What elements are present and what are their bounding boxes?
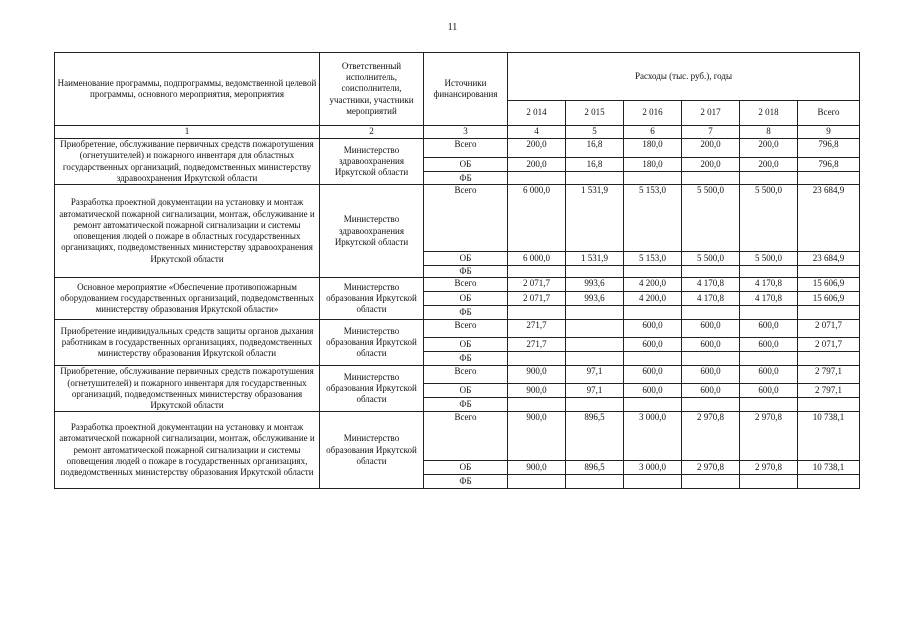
- year-value: [682, 306, 740, 320]
- total-value: 15 606,9: [798, 278, 860, 292]
- total-value: [798, 398, 860, 412]
- year-value: 5 500,0: [740, 185, 798, 252]
- header-total: Всего: [798, 101, 860, 126]
- executor: Министерство здравоохранения Иркутской области: [320, 139, 424, 185]
- total-value: 10 738,1: [798, 412, 860, 461]
- funding-source: ФБ: [424, 306, 508, 320]
- year-value: [566, 475, 624, 489]
- year-value: 5 153,0: [624, 185, 682, 252]
- funding-source: ОБ: [424, 157, 508, 172]
- funding-source: Всего: [424, 278, 508, 292]
- funding-source: ОБ: [424, 461, 508, 475]
- year-value: [740, 475, 798, 489]
- total-value: 2 071,7: [798, 320, 860, 338]
- year-value: [682, 266, 740, 278]
- header-expenses: Расходы (тыс. руб.), годы: [508, 53, 860, 101]
- year-value: 900,0: [508, 366, 566, 384]
- year-value: 200,0: [508, 157, 566, 172]
- year-value: 2 071,7: [508, 278, 566, 292]
- header-year: 2 015: [566, 101, 624, 126]
- year-value: [566, 352, 624, 366]
- year-value: [624, 266, 682, 278]
- year-value: 5 153,0: [624, 252, 682, 266]
- program-name: Разработка проектной документации на установку и монтаж автоматической пожарной сигнализации, монтаж, обслуживание и ремонт автоматической пожарной сигнализации и системы оповещения людей о пожаре в государственных организациях, подведомственных министерству образования Иркутской области: [55, 412, 320, 489]
- year-value: [624, 172, 682, 185]
- header-name: Наименование программы, подпрограммы, ведомственной целевой программы, основного мероприятия, мероприятия: [55, 53, 320, 126]
- year-value: 4 170,8: [740, 292, 798, 306]
- total-value: 2 797,1: [798, 366, 860, 384]
- year-value: 896,5: [566, 412, 624, 461]
- year-value: 200,0: [682, 139, 740, 158]
- column-number: 4: [508, 126, 566, 139]
- funding-source: ФБ: [424, 398, 508, 412]
- total-value: 10 738,1: [798, 461, 860, 475]
- column-number: 8: [740, 126, 798, 139]
- column-number: 7: [682, 126, 740, 139]
- header-year: 2 014: [508, 101, 566, 126]
- year-value: [682, 398, 740, 412]
- year-value: 6 000,0: [508, 252, 566, 266]
- year-value: [624, 475, 682, 489]
- executor: Министерство образования Иркутской области: [320, 278, 424, 320]
- year-value: 600,0: [624, 320, 682, 338]
- program-name: Приобретение, обслуживание первичных средств пожаротушения (огнетушителей) и пожарного инвентаря для государственных организаций, подведомственных министерству образования Иркутской области: [55, 366, 320, 412]
- year-value: 993,6: [566, 292, 624, 306]
- budget-table: [54, 52, 860, 489]
- year-value: 2 970,8: [682, 412, 740, 461]
- table-row: [55, 185, 860, 252]
- year-value: 600,0: [682, 320, 740, 338]
- year-value: 993,6: [566, 278, 624, 292]
- year-value: 271,7: [508, 338, 566, 352]
- year-value: [508, 398, 566, 412]
- header-sources: Источники финансирования: [424, 53, 508, 126]
- program-name: Разработка проектной документации на установку и монтаж автоматической пожарной сигнализации, монтаж, обслуживание и ремонт автоматической пожарной сигнализации и системы оповещения людей о пожаре в областных государственных организациях, подведомственных министерству здравоохранения Иркутской области: [55, 185, 320, 278]
- total-value: 2 797,1: [798, 384, 860, 398]
- year-value: 600,0: [740, 338, 798, 352]
- year-value: 180,0: [624, 157, 682, 172]
- year-value: 900,0: [508, 461, 566, 475]
- year-value: 600,0: [624, 366, 682, 384]
- year-value: [566, 266, 624, 278]
- funding-source: Всего: [424, 412, 508, 461]
- executor: Министерство образования Иркутской области: [320, 412, 424, 489]
- total-value: [798, 266, 860, 278]
- year-value: 600,0: [624, 338, 682, 352]
- year-value: 4 170,8: [682, 278, 740, 292]
- funding-source: Всего: [424, 366, 508, 384]
- year-value: [624, 398, 682, 412]
- total-value: 15 606,9: [798, 292, 860, 306]
- year-value: 600,0: [624, 384, 682, 398]
- year-value: 600,0: [740, 320, 798, 338]
- column-number: 2: [320, 126, 424, 139]
- column-number: 5: [566, 126, 624, 139]
- year-value: [566, 320, 624, 338]
- year-value: 3 000,0: [624, 461, 682, 475]
- total-value: 23 684,9: [798, 252, 860, 266]
- year-value: [682, 352, 740, 366]
- year-value: [740, 398, 798, 412]
- total-value: 23 684,9: [798, 185, 860, 252]
- funding-source: ФБ: [424, 352, 508, 366]
- year-value: [740, 352, 798, 366]
- year-value: [740, 266, 798, 278]
- year-value: 1 531,9: [566, 185, 624, 252]
- year-value: [682, 172, 740, 185]
- year-value: 200,0: [740, 139, 798, 158]
- year-value: 600,0: [682, 384, 740, 398]
- page-number: 11: [447, 22, 458, 33]
- table-row: [55, 412, 860, 461]
- year-value: 600,0: [682, 338, 740, 352]
- year-value: 200,0: [682, 157, 740, 172]
- header-executor: Ответственный исполнитель, соисполнители, участники, участники мероприятий: [320, 53, 424, 126]
- executor: Министерство образования Иркутской области: [320, 320, 424, 366]
- funding-source: ОБ: [424, 338, 508, 352]
- year-value: 4 170,8: [682, 292, 740, 306]
- year-value: 2 970,8: [740, 461, 798, 475]
- year-value: 896,5: [566, 461, 624, 475]
- year-value: 5 500,0: [740, 252, 798, 266]
- year-value: 1 531,9: [566, 252, 624, 266]
- year-value: 2 970,8: [740, 412, 798, 461]
- year-value: [508, 475, 566, 489]
- year-value: 4 200,0: [624, 278, 682, 292]
- year-value: 97,1: [566, 384, 624, 398]
- year-value: 16,8: [566, 157, 624, 172]
- executor: Министерство здравоохранения Иркутской области: [320, 185, 424, 278]
- year-value: [740, 172, 798, 185]
- year-value: 600,0: [682, 366, 740, 384]
- total-value: [798, 172, 860, 185]
- year-value: [566, 306, 624, 320]
- total-value: 2 071,7: [798, 338, 860, 352]
- year-value: 4 200,0: [624, 292, 682, 306]
- header-year: 2 016: [624, 101, 682, 126]
- program-name: Приобретение, обслуживание первичных средств пожаротушения (огнетушителей) и пожарного инвентаря для областных государственных организаций, подведомственных министерству здравоохранения Иркутской области: [55, 139, 320, 185]
- year-value: [566, 338, 624, 352]
- year-value: [740, 306, 798, 320]
- column-number: 3: [424, 126, 508, 139]
- year-value: 900,0: [508, 412, 566, 461]
- funding-source: ФБ: [424, 172, 508, 185]
- year-value: [566, 172, 624, 185]
- total-value: [798, 475, 860, 489]
- year-value: 900,0: [508, 384, 566, 398]
- funding-source: Всего: [424, 139, 508, 158]
- year-value: 200,0: [508, 139, 566, 158]
- column-number: 1: [55, 126, 320, 139]
- year-value: 2 071,7: [508, 292, 566, 306]
- column-number: 9: [798, 126, 860, 139]
- funding-source: ФБ: [424, 475, 508, 489]
- year-value: [682, 475, 740, 489]
- table-row: [55, 320, 860, 338]
- year-value: [508, 352, 566, 366]
- year-value: 180,0: [624, 139, 682, 158]
- funding-source: Всего: [424, 185, 508, 252]
- year-value: 4 170,8: [740, 278, 798, 292]
- table-row: [55, 278, 860, 292]
- year-value: [624, 306, 682, 320]
- total-value: 796,8: [798, 139, 860, 158]
- funding-source: Всего: [424, 320, 508, 338]
- program-name: Основное мероприятие «Обеспечение противопожарным оборудованием государственных организаций, подведомственных министерству образования Иркутской области»: [55, 278, 320, 320]
- year-value: 3 000,0: [624, 412, 682, 461]
- year-value: [508, 306, 566, 320]
- funding-source: ФБ: [424, 266, 508, 278]
- year-value: 5 500,0: [682, 252, 740, 266]
- header-year: 2 018: [740, 101, 798, 126]
- year-value: [566, 398, 624, 412]
- funding-source: ОБ: [424, 292, 508, 306]
- table-row: [55, 139, 860, 158]
- total-value: [798, 352, 860, 366]
- year-value: [508, 266, 566, 278]
- total-value: 796,8: [798, 157, 860, 172]
- year-value: 271,7: [508, 320, 566, 338]
- executor: Министерство образования Иркутской области: [320, 366, 424, 412]
- year-value: [624, 352, 682, 366]
- column-number: 6: [624, 126, 682, 139]
- funding-source: ОБ: [424, 384, 508, 398]
- year-value: 2 970,8: [682, 461, 740, 475]
- year-value: [508, 172, 566, 185]
- program-name: Приобретение индивидуальных средств защиты органов дыхания работникам в государственных организациях, подведомственных министерству образования Иркутской области: [55, 320, 320, 366]
- year-value: 600,0: [740, 366, 798, 384]
- year-value: 6 000,0: [508, 185, 566, 252]
- table-row: [55, 366, 860, 384]
- year-value: 200,0: [740, 157, 798, 172]
- header-year: 2 017: [682, 101, 740, 126]
- year-value: 16,8: [566, 139, 624, 158]
- funding-source: ОБ: [424, 252, 508, 266]
- year-value: 97,1: [566, 366, 624, 384]
- year-value: 600,0: [740, 384, 798, 398]
- year-value: 5 500,0: [682, 185, 740, 252]
- total-value: [798, 306, 860, 320]
